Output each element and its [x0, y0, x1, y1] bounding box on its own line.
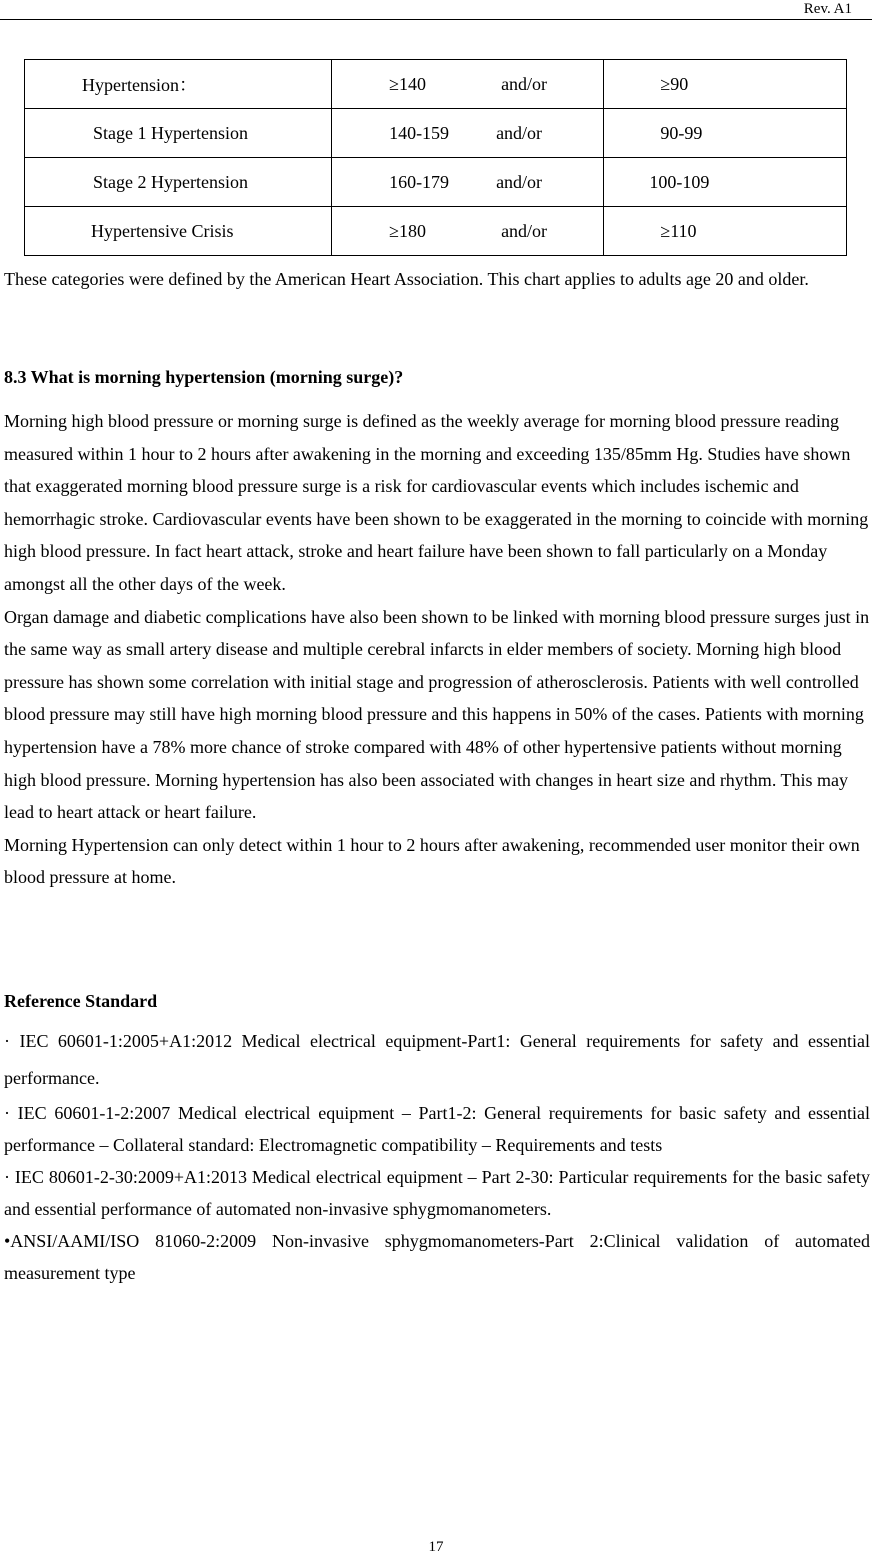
table-row	[25, 158, 847, 207]
diastolic-cell: 90-99	[604, 109, 847, 158]
table-row	[25, 109, 847, 158]
paragraph: Morning high blood pressure or morning surge is defined as the weekly average for morning blood pressure reading measured within 1 hour to 2 hours after awakening in the morning and exceeding 135/85mm Hg. Studies have shown that exaggerated morning blood pressure surge is a risk for cardiovascular events which includes ischemic and hemorrhagic stroke. Cardiovascular events have been shown to be exaggerated in the morning to coincide with morning high blood pressure. In fact heart attack, stroke and heart failure have been shown to fall particularly on a Monday amongst all the other days of the week.	[4, 411, 869, 594]
systolic-cell	[332, 60, 604, 109]
blood-pressure-category-table	[24, 59, 847, 256]
systolic-cell	[332, 158, 604, 207]
conjunction-text: and/or	[501, 73, 548, 94]
systolic-cell	[332, 109, 604, 158]
systolic-cell	[332, 207, 604, 256]
morning-hypertension-text	[4, 405, 870, 894]
header-divider	[0, 19, 872, 20]
reference-standard-list	[4, 1023, 870, 1289]
diastolic-cell: ≥110	[604, 207, 847, 256]
paragraph: Morning Hypertension can only detect within 1 hour to 2 hours after awakening, recommended user monitor their own blood pressure at home.	[4, 834, 860, 888]
table-row	[25, 60, 847, 109]
systolic-value: 140-159	[389, 122, 450, 143]
category-cell: Stage 1 Hypertension	[25, 109, 332, 158]
list-item: · IEC 60601-1:2005+A1:2012 Medical electrical equipment-Part1: General requirements for safety and essential performance.	[4, 1031, 870, 1088]
header-revision: Rev. A1	[803, 1, 852, 17]
list-item: •ANSI/AAMI/ISO 81060-2:2009 Non-invasive sphygmomanometers-Part 2:Clinical validation of automated measurement type	[4, 1231, 870, 1283]
list-item: · IEC 60601-1-2:2007 Medical electrical equipment – Part1-2: General requirements for basic safety and essential performance – Collateral standard: Electromagnetic compatibility – Requirements and tests	[4, 1103, 870, 1155]
section-heading-8-3: 8.3 What is morning hypertension (morning surge)?	[4, 367, 404, 387]
table-footnote: These categories were defined by the American Heart Association. This chart applies to adults age 20 and older.	[4, 269, 809, 289]
table-row	[25, 207, 847, 256]
systolic-value: ≥180	[389, 220, 426, 241]
diastolic-cell: 100-109	[604, 158, 847, 207]
systolic-value: 160-179	[389, 171, 450, 192]
conjunction-text: and/or	[496, 171, 543, 192]
list-item: · IEC 80601-2-30:2009+A1:2013 Medical electrical equipment – Part 2-30: Particular requirements for the basic safety and essential performance of automated non-invasive sphygmomanometers.	[4, 1167, 870, 1219]
paragraph: Organ damage and diabetic complications have also been shown to be linked with morning blood pressure surges just in the same way as small artery disease and multiple cerebral infarcts in elder members of society. Morning high blood pressure has shown some correlation with initial stage and progression of atherosclerosis. Patients with well controlled blood pressure may still have high morning blood pressure and this happens in 50% of the cases. Patients with morning hypertension have a 78% more chance of stroke compared with 48% of other hypertensive patients without morning high blood pressure. Morning hypertension has also been associated with changes in heart size and rhythm. This may lead to heart attack or heart failure.	[4, 606, 870, 823]
conjunction-text: and/or	[496, 122, 543, 143]
category-cell: Hypertensive Crisis	[25, 207, 332, 256]
conjunction-text: and/or	[501, 220, 548, 241]
reference-standard-heading: Reference Standard	[4, 991, 158, 1011]
systolic-value: ≥140	[389, 73, 426, 94]
page-number: 17	[428, 1539, 444, 1555]
category-cell: Hypertension：	[25, 60, 332, 109]
diastolic-cell: ≥90	[604, 60, 847, 109]
category-cell: Stage 2 Hypertension	[25, 158, 332, 207]
